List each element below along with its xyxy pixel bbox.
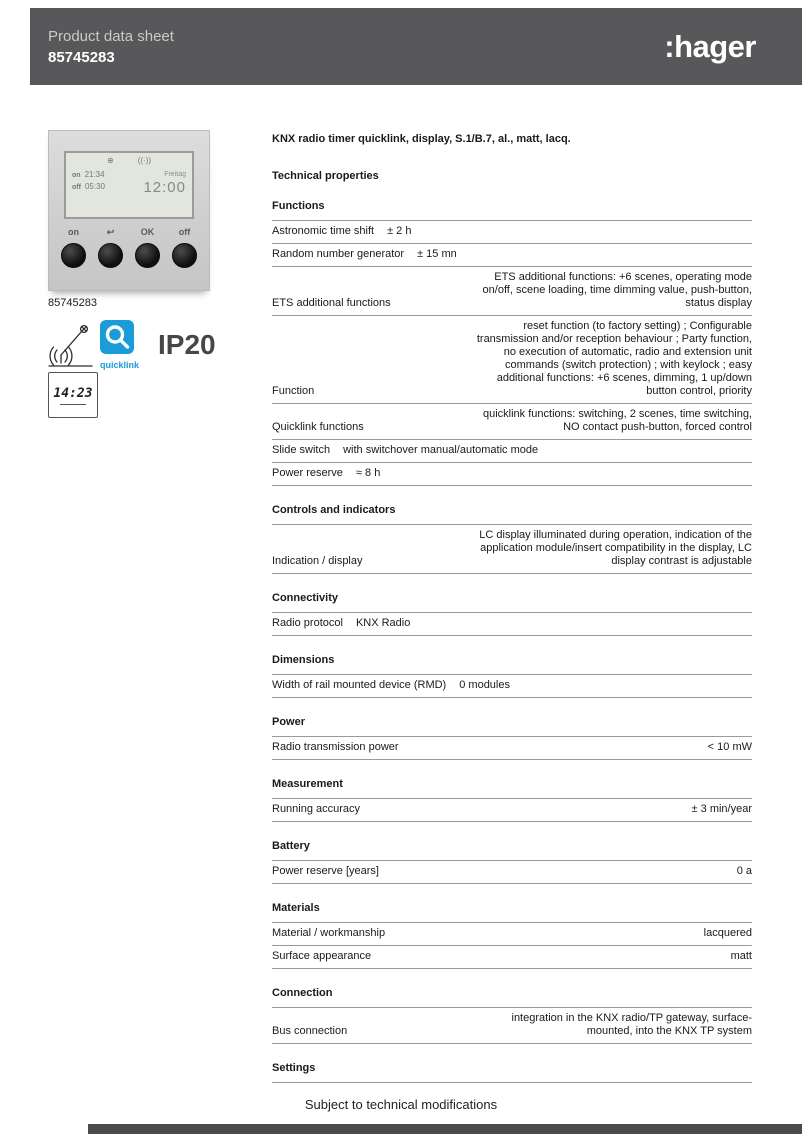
lcd-on-label: on [72,172,81,179]
technical-properties-heading: Technical properties [272,170,379,182]
ip-rating: IP20 [158,329,216,360]
spec-value: ≈ 8 h [355,467,381,479]
spec-label: Width of rail mounted device (RMD) [272,679,447,691]
section-title: Battery [272,840,310,852]
spec-row [272,923,752,946]
pictogram-row [46,320,216,370]
lcd-on-time: 21:34 [84,170,105,179]
spec-label: Power reserve [272,467,343,479]
spec-value: < 10 mW [707,741,752,753]
lcd-day: Freitag [164,171,186,178]
timer-clock-icon [48,372,98,418]
section-title: Power [272,716,306,728]
spec-section [272,716,752,760]
spec-row [272,861,752,884]
spec-label: Quicklink functions [272,421,364,433]
spec-rows [272,1082,752,1083]
timer-clock-time: 14:23 [53,385,93,401]
section-title: Connection [272,987,333,999]
lcd-body [66,165,192,196]
device-button-ok [135,243,160,268]
lcd-switch-times [72,167,105,196]
product-title: KNX radio timer quicklink, display, S.1/B.7, al., matt, lacq. [272,133,571,145]
quicklink-logo [100,320,152,370]
spec-value: lacquered [703,927,752,939]
lcd-off-label: off [72,184,81,191]
spec-row [272,221,752,244]
section-title: Materials [272,902,320,914]
header-titles [48,28,174,66]
spec-row [272,316,752,404]
spec-row [272,525,752,574]
spec-rows [272,798,752,822]
product-image [48,130,210,291]
spec-row [272,1008,752,1044]
spec-label: Indication / display [272,555,363,567]
device-button-labels [61,227,197,238]
lcd-status-icons [66,156,192,165]
product-reference: 85745283 [48,297,97,309]
spec-label: ETS additional functions [272,297,391,309]
lcd-off-time: 05:30 [84,182,105,191]
spec-rows [272,860,752,884]
header-product-number: 85745283 [48,48,115,66]
quicklink-icon [100,320,134,354]
spec-row [272,946,752,969]
device-buttons [61,243,197,268]
button-label-ok: OK [140,227,155,237]
spec-value: 0 a [736,865,752,877]
key-icon: ⊕ [106,156,114,165]
spec-label: Radio protocol [272,617,343,629]
spec-row [272,404,752,440]
spec-label: Surface appearance [272,950,372,962]
spec-section [272,840,752,884]
spec-label: Astronomic time shift [272,225,375,237]
device-button-off [172,243,197,268]
lcd-on-line [72,170,105,179]
quicklink-label: quicklink [100,360,140,370]
spec-section [272,200,752,486]
spec-rows [272,736,752,760]
spec-rows [272,1007,752,1044]
spec-label: Slide switch [272,444,331,456]
spec-value: KNX Radio [355,617,411,629]
spec-rows [272,220,752,486]
spec-content [272,133,752,1083]
spec-row [272,799,752,822]
spec-value: with switchover manual/automatic mode [343,444,539,456]
spec-sections [272,200,752,1083]
spec-label: Power reserve [years] [272,865,379,877]
spec-section [272,1062,752,1083]
spec-section [272,504,752,574]
device-button-on [61,243,86,268]
spec-label: Random number generator [272,248,405,260]
radio-antenna-icon [46,320,96,370]
footer-note: Subject to technical modifications [304,1097,498,1112]
spec-value: integration in the KNX radio/TP gateway, surface-mounted, into the KNX TP system [511,1012,752,1037]
spec-row [272,613,752,636]
spec-value: reset function (to factory setting) ; Configurable transmission and/or reception behaviour ; Party function, no execution of automatic, radio and extension unit commands (switch protection) ; with keylock ; easy additional functions: +6 scenes, dimming, 1 up/down button control, priority [476,320,752,397]
section-title: Functions [272,200,325,212]
spec-row [272,675,752,698]
spec-rows [272,524,752,574]
spec-section [272,987,752,1044]
spec-label: Material / workmanship [272,927,386,939]
device-button-back [98,243,123,268]
section-title: Connectivity [272,592,339,604]
spec-rows [272,674,752,698]
spec-label: Function [272,385,315,397]
spec-value: matt [730,950,752,962]
spec-value: LC display illuminated during operation, indication of the application module/insert compatibility in the display, LC display contrast is adjustable [479,529,752,567]
spec-rows [272,612,752,636]
spec-section [272,778,752,822]
section-title: Dimensions [272,654,335,666]
header [30,8,802,85]
spec-value: quicklink functions: switching, 2 scenes, time switching, NO contact push-button, forced control [482,408,752,433]
section-title: Measurement [272,778,343,790]
lcd-current-time: 12:00 [143,179,186,196]
spec-label: Radio transmission power [272,741,399,753]
spec-section [272,592,752,636]
timer-clock-underline [60,404,86,405]
doc-type-label: Product data sheet [48,27,174,45]
button-label-off: off [178,227,191,237]
spec-section [272,654,752,698]
lcd-clock-area [143,167,186,196]
spec-rows [272,922,752,969]
spec-label: Bus connection [272,1025,348,1037]
button-label-on: on [68,227,79,237]
section-title: Settings [272,1062,316,1074]
lcd-off-line [72,182,105,191]
spec-value: 0 modules [459,679,510,691]
spec-row [272,267,752,316]
spec-row [272,244,752,267]
spec-label: Running accuracy [272,803,361,815]
back-arrow-icon: ↩ [106,227,115,237]
spec-value: ± 3 min/year [691,803,752,815]
footer-bar [88,1124,802,1134]
spec-row [272,737,752,760]
spec-value: ± 2 h [387,225,412,237]
spec-row [272,463,752,486]
device-lcd-screen [64,151,194,219]
hager-logo: :hager [664,28,756,64]
spec-section [272,902,752,969]
radio-signal-icon: ((·)) [137,156,152,165]
spec-value: ± 15 mn [417,248,457,260]
section-title: Controls and indicators [272,504,396,516]
spec-value: ETS additional functions: +6 scenes, operating mode on/off, scene loading, time dimming value, push-button, status display [482,271,752,309]
spec-row [272,440,752,463]
